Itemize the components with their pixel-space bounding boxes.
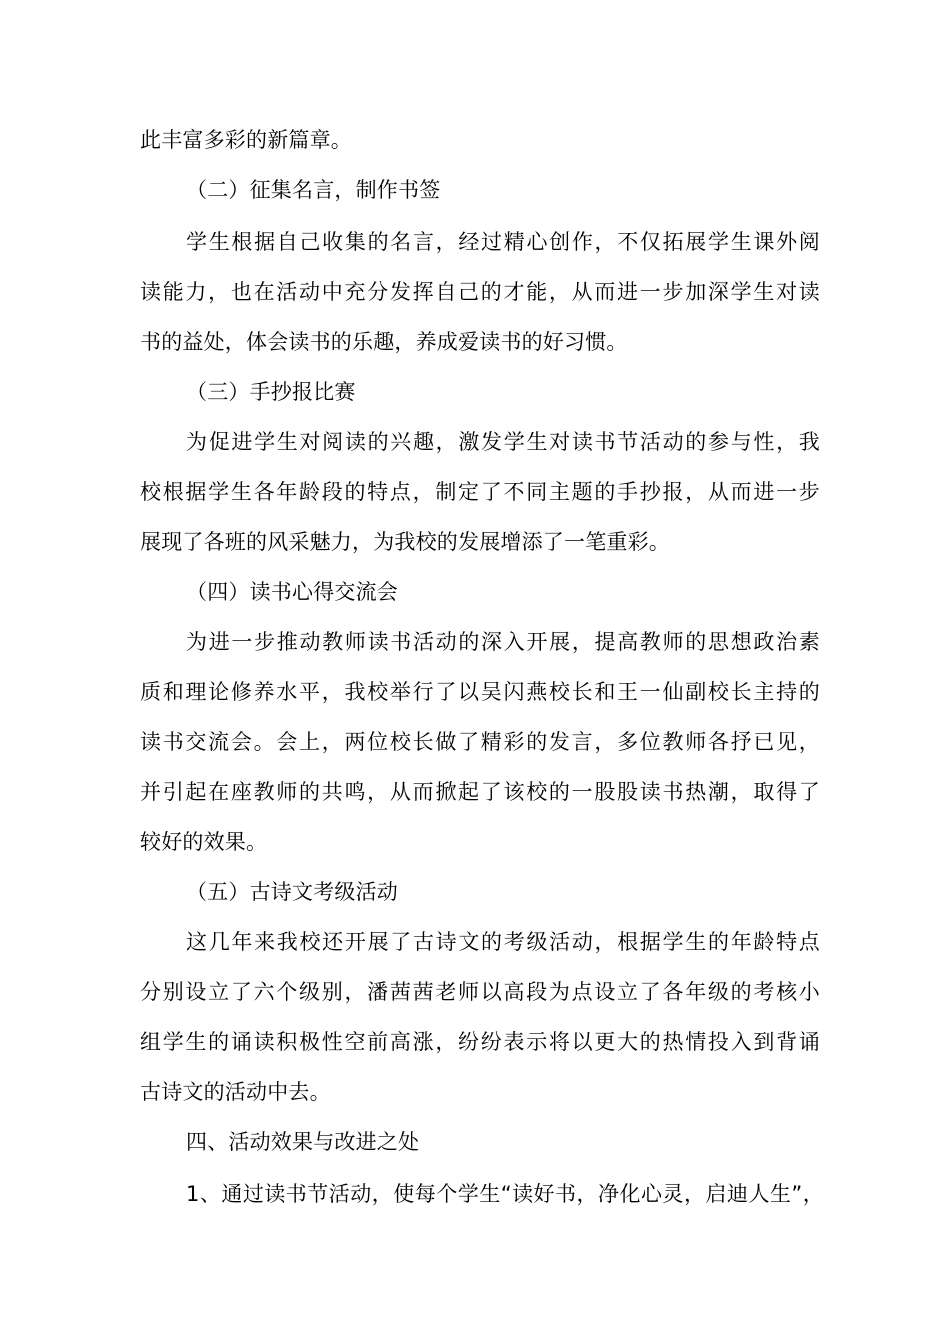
paragraph-line: 书的益处，体会读书的乐趣，养成爱读书的好习惯。: [140, 330, 628, 354]
paragraph-line: 组学生的诵读积极性空前高涨，纷纷表示将以更大的热情投入到背诵: [140, 1030, 820, 1054]
paragraph-line: 这几年来我校还开展了古诗文的考级活动，根据学生的年龄特点: [186, 930, 820, 954]
paragraph-line: 较好的效果。: [140, 830, 268, 854]
paragraph-line: 学生根据自己收集的名言，经过精心创作，不仅拓展学生课外阅: [186, 230, 820, 254]
paragraph-line: 1、通过读书节活动，使每个学生“读好书，净化心灵，启迪人生”，: [186, 1182, 824, 1206]
paragraph-line: 此丰富多彩的新篇章。: [140, 128, 352, 152]
paragraph-line: 展现了各班的风采魅力，为我校的发展增添了一笔重彩。: [140, 530, 670, 554]
paragraph-line: 并引起在座教师的共鸣，从而掀起了该校的一股股读书热潮，取得了: [140, 780, 820, 804]
section-heading: （四）读书心得交流会: [186, 580, 398, 604]
paragraph-line: 古诗文的活动中去。: [140, 1080, 331, 1104]
paragraph-line: 为促进学生对阅读的兴趣，激发学生对读书节活动的参与性，我: [186, 430, 820, 454]
paragraph-line: 为进一步推动教师读书活动的深入开展，提高教师的思想政治素: [186, 630, 820, 654]
paragraph-line: 校根据学生各年龄段的特点，制定了不同主题的手抄报，从而进一步: [140, 480, 820, 504]
paragraph-line: 分别设立了六个级别，潘茜茜老师以高段为点设立了各年级的考核小: [140, 980, 820, 1004]
section-heading: （五）古诗文考级活动: [186, 880, 398, 904]
section-heading: （三）手抄报比赛: [186, 380, 356, 404]
paragraph-line: 读书交流会。会上，两位校长做了精彩的发言，多位教师各抒已见，: [140, 730, 820, 754]
section-heading: 四、活动效果与改进之处: [186, 1130, 420, 1154]
paragraph-line: 质和理论修养水平，我校举行了以吴闪燕校长和王一仙副校长主持的: [140, 680, 820, 704]
paragraph-line: 读能力，也在活动中充分发挥自己的才能，从而进一步加深学生对读: [140, 280, 820, 304]
section-heading: （二）征集名言，制作书签: [186, 178, 441, 202]
